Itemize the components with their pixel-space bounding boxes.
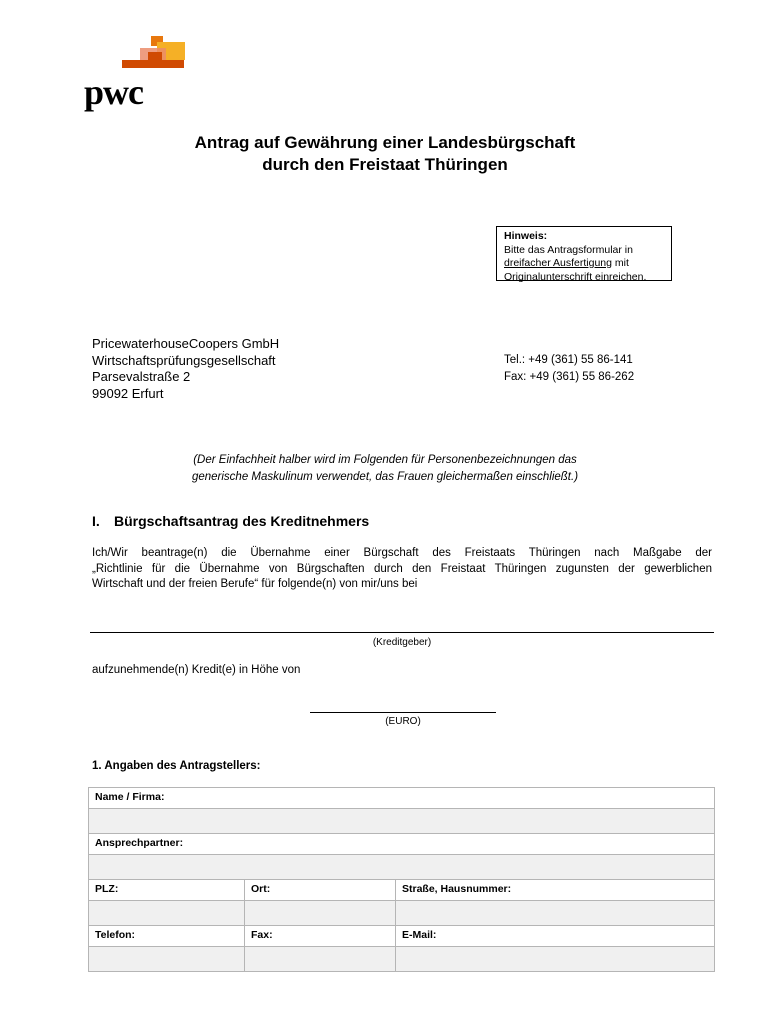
name-field[interactable] [89,809,715,834]
plz-field[interactable] [89,901,245,926]
section-1-paragraph [92,546,712,593]
address-street: Parsevalstraße 2 [92,369,191,384]
contact-person-field[interactable] [89,855,715,880]
applicant-form-table [88,787,715,972]
section-1-number: I. [92,513,100,529]
section-1-heading [92,513,369,529]
pwc-logo-mark [84,34,194,74]
note-line-2: generische Maskulinum verwendet, das Frauen gleichermaßen einschließt.) [191,471,579,483]
plz-label: PLZ: [89,880,245,901]
ort-field[interactable] [245,901,396,926]
phone-label: Telefon: [89,926,245,947]
kreditgeber-line[interactable] [90,632,714,633]
hint-line-2-rest: mit [611,257,629,269]
address-company: PricewaterhouseCoopers GmbH [92,336,280,351]
pwc-logo-text: pwc [84,72,143,112]
para-line-1: Ich/Wir beantrage(n) die Übernahme einer Bürgschaft des Freistaats Thüringen nach Maßgabe der [92,547,712,559]
title-line-2: durch den Freistaat Thüringen [262,155,508,174]
address-city: 99092 Erfurt [92,385,164,401]
phone-field[interactable] [89,947,245,972]
hint-underlined: dreifacher Ausfertigung [504,257,612,269]
fax-label: Fax: [245,926,396,947]
section-1-title: Bürgschaftsantrag des Kreditnehmers [114,513,370,529]
para-line-3: Wirtschaft und der freien Berufe“ für folgende(n) von mir/uns bei [92,578,418,590]
name-label: Name / Firma: [89,788,715,809]
hint-box [496,226,672,281]
hint-heading: Hinweis: [504,230,548,242]
address-type: Wirtschaftsprüfungsgesellschaft [92,352,276,368]
recipient-address [92,336,279,402]
contact-fax: Fax: +49 (361) 55 86-262 [504,370,635,383]
contact-person-label: Ansprechpartner: [89,834,715,855]
page-title [0,132,770,176]
note-line-1: (Der Einfachheit halber wird im Folgenden für Personenbezeichnungen das [193,454,577,466]
fax-field[interactable] [245,947,396,972]
contact-tel: Tel.: +49 (361) 55 86-141 [504,354,633,366]
applicant-heading: 1. Angaben des Antragstellers: [92,760,261,772]
hint-line-3: Originalunterschrift einreichen. [504,270,647,283]
gender-note [0,452,770,486]
contact-info [504,352,634,385]
euro-caption: (EURO) [385,716,421,727]
pwc-logo [84,34,194,114]
street-field[interactable] [396,901,715,926]
title-line-1: Antrag auf Gewährung einer Landesbürgschaft [194,133,576,152]
para-line-2: „Richtlinie für die Übernahme von Bürgschaften durch den Freistaat Thüringen zugunsten der gewerblichen [92,562,712,575]
ort-label: Ort: [245,880,396,901]
email-label: E-Mail: [396,926,715,947]
street-label: Straße, Hausnummer: [396,880,715,901]
hint-line-1: Bitte das Antragsformular in [504,243,633,256]
email-field[interactable] [396,947,715,972]
kredit-text: aufzunehmende(n) Kredit(e) in Höhe von [92,664,301,676]
euro-amount-line[interactable] [310,712,496,713]
kreditgeber-caption: (Kreditgeber) [372,637,432,648]
